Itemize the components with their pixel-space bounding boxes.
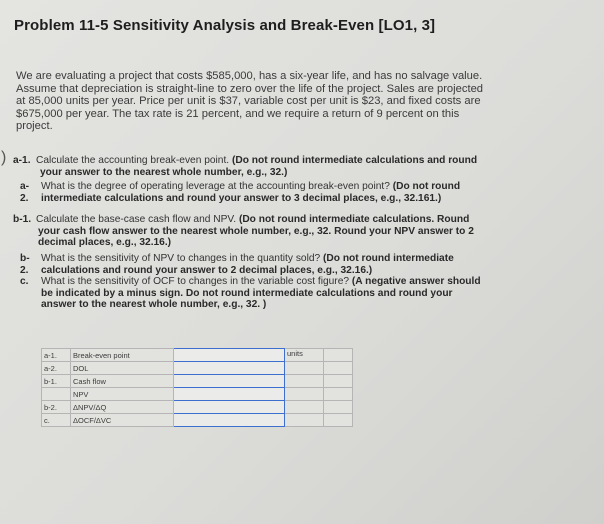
question-a2-label: a- 2. — [20, 181, 30, 204]
table-row — [42, 388, 353, 401]
problem-title: Problem 11-5 Sensitivity Analysis and Break-Even [LO1, 3] — [14, 17, 436, 34]
question-c-label: c. — [20, 276, 29, 287]
row-unit-label — [285, 388, 324, 401]
question-b1-label: b-1. — [13, 214, 32, 225]
row-spacer — [324, 388, 353, 401]
row-item-label: Break-even point — [71, 349, 174, 362]
question-b1-note: (Do not round intermediate calculations. Round your cash flow answer to the nearest whole number, e.g., 32. Round your NPV answer to 2 decimal places, e.g., 32.16.) — [38, 214, 474, 249]
table-row — [42, 349, 353, 362]
question-b2 — [20, 253, 483, 276]
row-unit-label — [285, 401, 324, 414]
row-spacer — [324, 401, 353, 414]
row-item-label: Cash flow — [71, 375, 174, 388]
cash-flow-input[interactable] — [174, 375, 285, 388]
row-item-label: ΔOCF/ΔVC — [71, 414, 174, 427]
delta-ocf-delta-vc-input[interactable] — [174, 414, 285, 427]
row-unit-label — [285, 362, 324, 375]
row-item-label: ΔNPV/ΔQ — [71, 401, 174, 414]
row-part-label: a-1. — [42, 349, 71, 362]
delta-npv-delta-q-input[interactable] — [174, 401, 285, 414]
question-a1-note: (Do not round intermediate calculations and round your answer to the nearest whole number, e.g., 32.) — [40, 155, 478, 178]
row-unit-label: units — [285, 349, 324, 362]
dol-input[interactable] — [174, 362, 285, 375]
row-unit-label — [285, 414, 324, 427]
row-spacer — [324, 349, 353, 362]
question-c-text: What is the sensitivity of OCF to changes in the variable cost figure? — [41, 276, 350, 287]
table-row — [42, 362, 353, 375]
break-even-point-input[interactable] — [174, 349, 285, 362]
row-spacer — [324, 414, 353, 427]
row-item-label: DOL — [71, 362, 174, 375]
table-row — [42, 414, 353, 427]
left-paren-mark: ) — [1, 149, 7, 166]
question-c — [20, 276, 483, 311]
row-part-label — [42, 388, 71, 401]
question-b2-label: b- 2. — [20, 253, 30, 276]
question-b2-text: What is the sensitivity of NPV to changes in the quantity sold? — [41, 253, 321, 264]
row-part-label: b-1. — [42, 375, 71, 388]
question-a1-label: a-1. — [13, 155, 31, 166]
question-c-note: (A negative answer should be indicated by a minus sign. Do not round intermediate calculations and round your answer to the nearest whole number, e.g., 32. ) — [41, 276, 481, 311]
row-item-label: NPV — [71, 388, 174, 401]
question-a2-text: What is the degree of operating leverage at the accounting break-even point? — [41, 181, 390, 192]
question-a2 — [20, 181, 483, 204]
question-a1-text: Calculate the accounting break-even point. — [36, 155, 230, 166]
table-row — [42, 401, 353, 414]
npv-input[interactable] — [174, 388, 285, 401]
row-spacer — [324, 375, 353, 388]
row-unit-label — [285, 375, 324, 388]
row-spacer — [324, 362, 353, 375]
answer-table — [41, 348, 353, 427]
question-b2-note: (Do not round intermediate calculations and round your answer to 2 decimal places, e.g., 32.16.) — [41, 253, 454, 276]
table-row — [42, 375, 353, 388]
row-part-label: b-2. — [42, 401, 71, 414]
question-a2-note: (Do not round intermediate calculations and round your answer to 3 decimal places, e.g., 32.161.) — [41, 181, 461, 204]
question-b1 — [13, 214, 483, 249]
problem-intro: We are evaluating a project that costs $585,000, has a six-year life, and has no salvage value. Assume that depreciation is straight-line to zero over the life of the project. Sales are projected at 85,000 units per year. Price per unit is $37, variable cost per unit is $23, and fixed costs are $675,000 per year. The tax rate is 21 percent, and we require a return of 9 percent on this project. — [16, 70, 484, 133]
question-b1-text: Calculate the base-case cash flow and NPV. — [36, 214, 237, 225]
question-a1 — [13, 155, 483, 178]
row-part-label: a-2. — [42, 362, 71, 375]
row-part-label: c. — [42, 414, 71, 427]
